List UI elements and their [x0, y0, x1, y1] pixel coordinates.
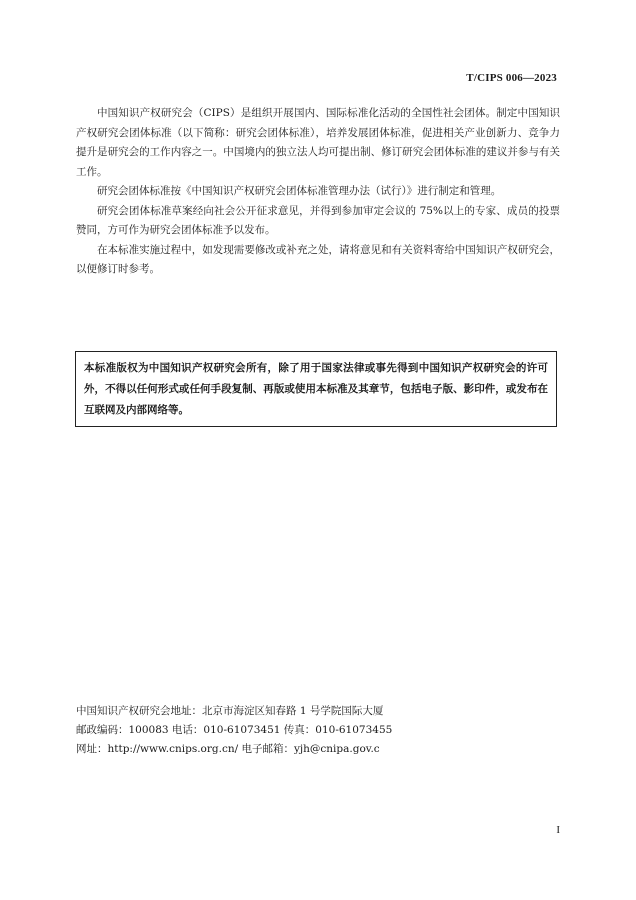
- standard-code: T/CIPS 006—2023: [466, 72, 557, 84]
- intro-section: [76, 104, 560, 280]
- contact-info: [76, 702, 392, 759]
- intro-paragraph: 中国知识产权研究会（CIPS）是组织开展国内、国际标准化活动的全国性社会团体。制定中国知识产权研究会团体标准（以下简称：研究会团体标准），培养发展团体标准，促进相关产业创新力、竞争力提升是研究会的工作内容之一。中国境内的独立法人均可提出制、修订研究会团体标准的建议并参与有关工作。: [76, 107, 560, 178]
- copyright-notice: 本标准版权为中国知识产权研究会所有，除了用于国家法律或事先得到中国知识产权研究会的许可外，不得以任何形式或任何手段复制、再版或使用本标准及其章节，包括电子版、影印件，或发布在互联网及内部网络等。: [75, 351, 557, 427]
- page-number: I: [556, 824, 560, 836]
- postal-phone-fax-line: 邮政编码：100083 电话：010-61073451 传真：010-61073455: [76, 724, 393, 736]
- address-line: 中国知识产权研究会地址：北京市海淀区知春路 1 号学院国际大厦: [76, 705, 384, 717]
- intro-paragraph: 在本标准实施过程中，如发现需要修改或补充之处，请将意见和有关资料寄给中国知识产权研究会，以便修订时参考。: [76, 243, 560, 275]
- intro-paragraph: 研究会团体标准按《中国知识产权研究会团体标准管理办法（试行）》进行制定和管理。: [97, 185, 502, 197]
- intro-paragraph: 研究会团体标准草案经向社会公开征求意见，并得到参加审定会议的 75%以上的专家、成员的投票赞同，方可作为研究会团体标准予以发布。: [76, 204, 560, 236]
- web-email-line: 网址：http://www.cnips.org.cn/ 电子邮箱：yjh@cnipa.gov.c: [76, 743, 380, 755]
